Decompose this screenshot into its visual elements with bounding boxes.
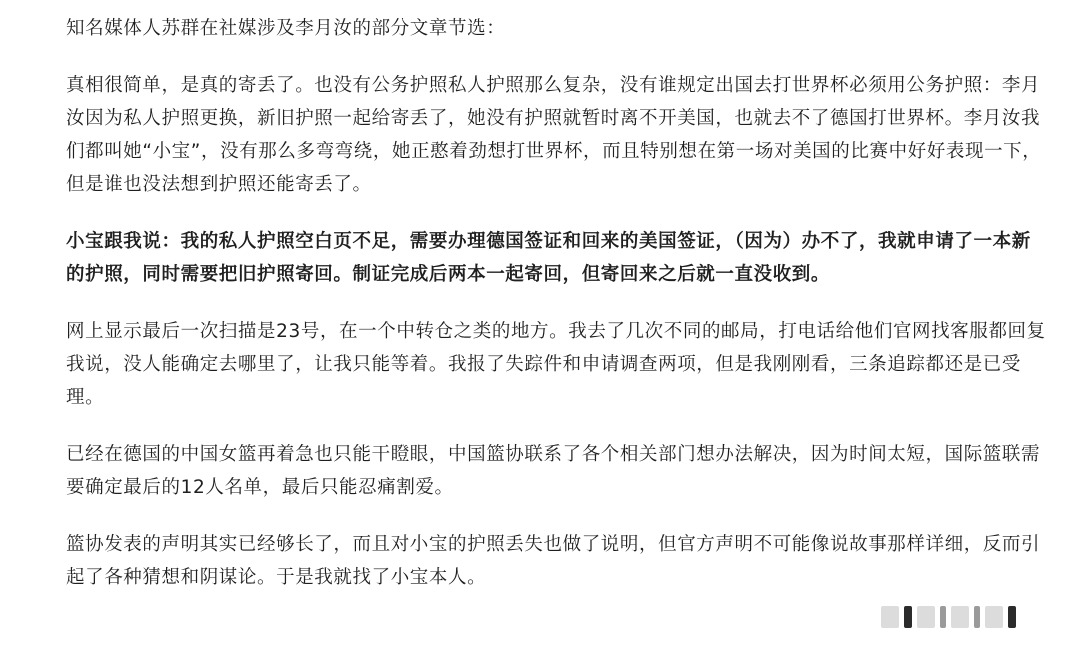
blurred-watermark bbox=[881, 604, 1051, 630]
paragraph-tracking: 网上显示最后一次扫描是23号，在一个中转仓之类的地方。我去了几次不同的邮局，打电话给他们官网找客服都回复我说，没人能确定去哪里了，让我只能等着。我报了失踪件和申请调查两项，但是我刚刚看，三条追踪都还是已受理。 bbox=[66, 321, 1046, 408]
watermark-block bbox=[1008, 606, 1016, 628]
watermark-block bbox=[904, 606, 912, 628]
article-intro: 知名媒体人苏群在社媒涉及李月汝的部分文章节选： bbox=[66, 18, 506, 39]
article-body bbox=[66, 12, 1046, 618]
paragraph-truth: 真相很简单，是真的寄丢了。也没有公务护照私人护照那么复杂，没有谁规定出国去打世界杯必须用公务护照：李月汝因为私人护照更换，新旧护照一起给寄丢了，她没有护照就暂时离不开美国，也就去不了德国打世界杯。李月汝我们都叫她“小宝”，没有那么多弯弯绕，她正憨着劲想打世界杯，而且特别想在第一场对美国的比赛中好好表现一下，但是谁也没法想到护照还能寄丢了。 bbox=[66, 75, 1042, 195]
paragraph-quote: 小宝跟我说：我的私人护照空白页不足，需要办理德国签证和回来的美国签证，（因为）办不了，我就申请了一本新的护照，同时需要把旧护照寄回。制证完成后两本一起寄回，但寄回来之后就一直没收到。 bbox=[66, 231, 1031, 285]
watermark-block bbox=[974, 606, 980, 628]
watermark-block bbox=[881, 606, 899, 628]
watermark-block bbox=[940, 606, 946, 628]
watermark-block bbox=[917, 606, 935, 628]
paragraph-statement: 篮协发表的声明其实已经够长了，而且对小宝的护照丢失也做了说明，但官方声明不可能像说故事那样详细，反而引起了各种猜想和阴谋论。于是我就找了小宝本人。 bbox=[66, 534, 1041, 588]
paragraph-team: 已经在德国的中国女篮再着急也只能干瞪眼，中国篮协联系了各个相关部门想办法解决，因为时间太短，国际篮联需要确定最后的12人名单，最后只能忍痛割爱。 bbox=[66, 444, 1041, 498]
watermark-block bbox=[951, 606, 969, 628]
watermark-block bbox=[985, 606, 1003, 628]
